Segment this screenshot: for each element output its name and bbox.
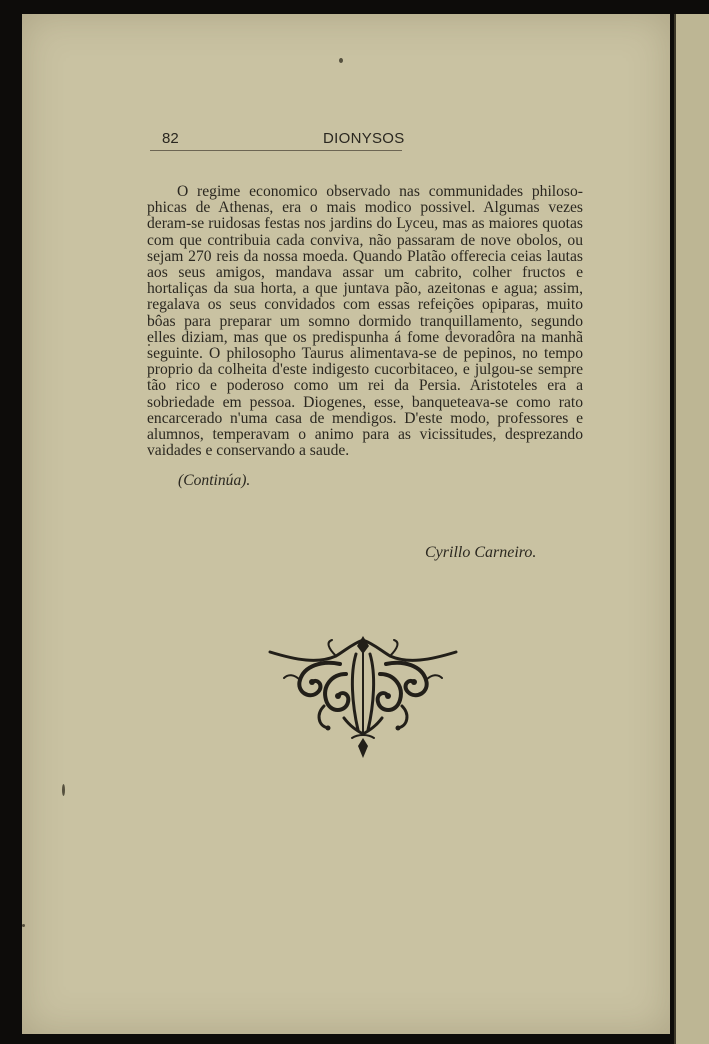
- book-page: [22, 14, 670, 1034]
- page-number: 82: [162, 130, 179, 147]
- paper-speck: [62, 784, 65, 796]
- decorative-vignette-ornament: [266, 634, 460, 758]
- paper-speck: [339, 58, 343, 63]
- author-signature: Cyrillo Carneiro.: [425, 544, 537, 561]
- adjacent-page-edge: [674, 14, 709, 1044]
- continuation-note: (Continúa).: [178, 472, 251, 489]
- running-header: [150, 128, 405, 151]
- article-body: [147, 184, 583, 459]
- body-paragraph: O regime economico observado nas communidades philosophicas de Athenas, era o mais modico possivel. Algumas vezes deram-se ruidosas festas nos jardins do Lyceu, mas as maiores quotas com que contribuia cada conviva, não passaram de nove obolos, ou sejam 270 reis da nossa moeda. Quando Platão offerecia ceias lautas aos seus amigos, mandava assar um cabrito, colher fructos e hortaliças da sua horta, a que juntava pão, azeitonas e agua; assim, regalava os seus convidados com essas refeições opiparas, muito bôas para preparar um somno dormido tranquillamento, segundo elles diziam, mas que os predispunha á fome devoradôra na manhã seguinte. O philosopho Taurus alimentava-se de pepinos, no tempo proprio da colheita d'este indigesto cucorbitaceo, e julgou-se sempre tão rico e poderoso como um rei da Persia. Aristoteles era a sobriedade em pessoa. Diogenes, esse, banqueteava-se como rato encarcerado n'uma casa de mendigos. D'este modo, professores e alumnos, temperavam o animo para as vicissitudes, desprezando vaidades e conservando a saude.: [147, 183, 583, 460]
- paper-speck: [22, 924, 25, 927]
- running-title: DIONYSOS: [323, 130, 405, 147]
